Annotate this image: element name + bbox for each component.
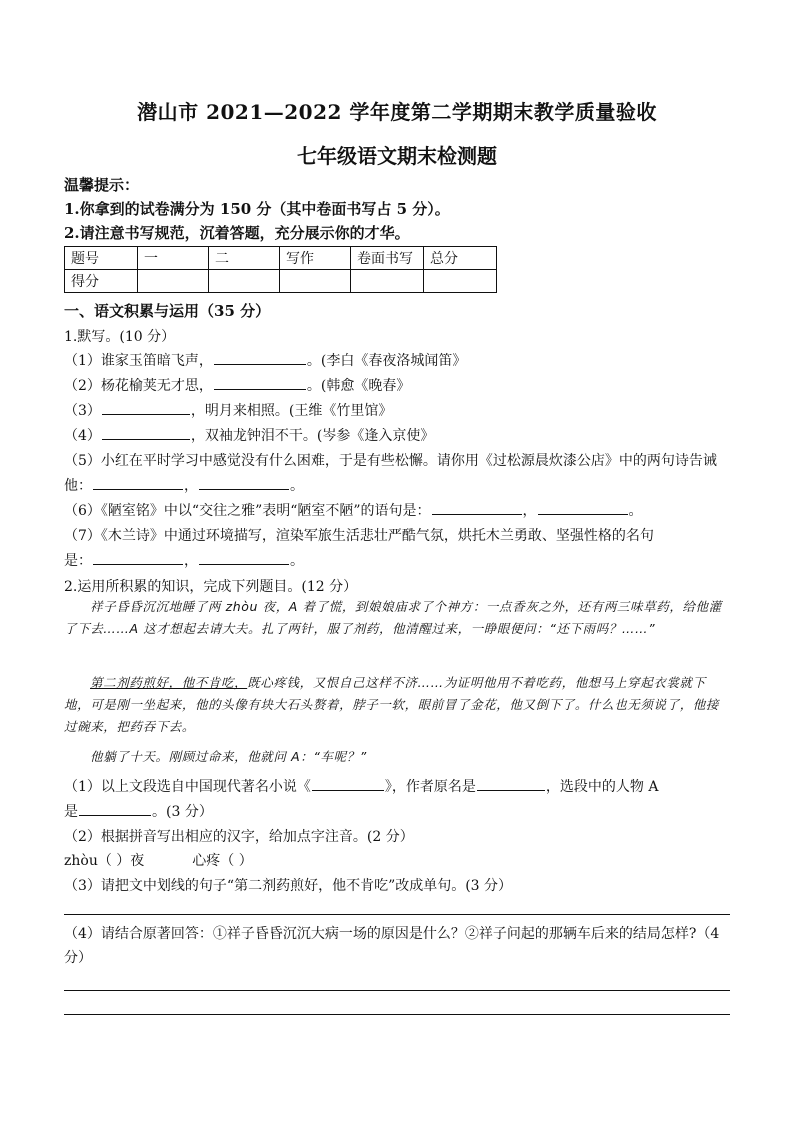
answer-blank[interactable] bbox=[93, 475, 183, 490]
score-table-score-row bbox=[65, 270, 497, 293]
q1-item-6-text: （6）《陋室铭》中以“交往之雅”表明“陋室不陋”的语句是： bbox=[64, 503, 431, 519]
answer-line[interactable] bbox=[64, 914, 730, 915]
q1-item-2-source: 。(韩愈《晚春》 bbox=[306, 378, 411, 394]
notice-item-2: 2.请注意书写规范，沉着答题，充分展示你的才华。 bbox=[64, 224, 410, 242]
answer-blank[interactable] bbox=[102, 425, 190, 440]
q1-item-2 bbox=[64, 375, 410, 395]
q2-sub-1-text-d: 是 bbox=[64, 804, 78, 820]
q1-item-7: （7）《木兰诗》中通过环境描写，渲染军旅生活悲壮严酷气氛，烘托木兰勇敢、坚强性格的名句 bbox=[64, 528, 654, 544]
score-cell[interactable] bbox=[209, 270, 280, 293]
answer-blank[interactable] bbox=[538, 500, 628, 515]
answer-blank[interactable] bbox=[93, 550, 183, 565]
q2-title: 2.运用所积累的知识，完成下列题目。(12 分） bbox=[64, 579, 358, 595]
period: 。 bbox=[290, 553, 304, 569]
q2-sub-1-text-b: 》，作者原名是 bbox=[384, 779, 476, 795]
score-row-label: 得分 bbox=[65, 270, 138, 293]
q2-sub-1-cont bbox=[64, 801, 213, 821]
answer-blank[interactable] bbox=[432, 500, 522, 515]
answer-blank[interactable] bbox=[79, 801, 151, 816]
q1-item-3-text: ，明月来相照。(王维《竹里馆》 bbox=[190, 403, 393, 419]
q1-item-1-text: （1）谁家玉笛暗飞声， bbox=[64, 353, 213, 369]
q2-sub-2-pinyin bbox=[64, 850, 253, 870]
notice-item-1: 1.你拿到的试卷满分为 150 分（其中卷面书写占 5 分）。 bbox=[64, 200, 450, 218]
period: 。 bbox=[628, 503, 643, 519]
q2-sub-1-text-a: （1）以上文段选自中国现代著名小说《 bbox=[64, 779, 311, 795]
score-header-cell: 一 bbox=[138, 247, 209, 270]
q2-sub-2: （2）根据拼音写出相应的汉字，给加点字注音。(2 分） bbox=[64, 829, 414, 845]
score-header-cell: 二 bbox=[209, 247, 280, 270]
answer-blank[interactable] bbox=[477, 776, 545, 791]
q2-sub-1-text-c: ，选段中的人物 A bbox=[545, 779, 659, 795]
q2-sub-1 bbox=[64, 776, 658, 796]
section-1-heading: 一、语文积累与运用（35 分） bbox=[64, 302, 271, 320]
q1-item-2-text: （2）杨花榆荚无才思， bbox=[64, 378, 213, 394]
q1-item-7-lead: 是： bbox=[64, 553, 92, 569]
score-cell[interactable] bbox=[138, 270, 209, 293]
q1-item-5: （5）小红在平时学习中感觉没有什么困难，于是有些松懈。请你用《过松源晨炊漆公店》中的两句诗告诫 bbox=[64, 453, 717, 469]
answer-blank[interactable] bbox=[214, 350, 306, 365]
passage-paragraph-1: 祥子昏昏沉沉地睡了两 zhòu 夜，A 着了慌，到娘娘庙求了个神方：一点香灰之外，还有两三味草药，给他灌了下去……A 这才想起去请大夫。扎了两针，服了剂药，他清醒过来，一睁眼便问：“还下雨吗？……” bbox=[64, 599, 722, 636]
comma: ， bbox=[184, 478, 198, 494]
q1-item-3-label: （3） bbox=[64, 403, 101, 419]
score-header-cell: 写作 bbox=[280, 247, 351, 270]
score-header-cell: 总分 bbox=[424, 247, 497, 270]
q1-item-4-text: ，双袖龙钟泪不干。(岑参《逢入京使》 bbox=[190, 428, 435, 444]
passage-paragraph-2 bbox=[64, 672, 730, 738]
answer-blank[interactable] bbox=[199, 550, 289, 565]
passage-paragraph-3: 他躺了十天。刚顾过命来，他就问 A：“车呢？” bbox=[90, 749, 367, 764]
q1-title: 1.默写。(10 分） bbox=[64, 329, 176, 345]
q2-sub-3: （3）请把文中划线的句子“第二剂药煎好，他不肯吃”改成单句。(3 分） bbox=[64, 878, 513, 894]
notice-heading: 温馨提示： bbox=[64, 176, 140, 194]
q1-item-4 bbox=[64, 425, 434, 445]
score-cell[interactable] bbox=[351, 270, 424, 293]
comma: ， bbox=[522, 503, 537, 519]
q1-item-1 bbox=[64, 350, 466, 370]
q2-sub-1-text-e: 。(3 分） bbox=[152, 804, 213, 820]
q1-item-5-lead: 他： bbox=[64, 478, 92, 494]
answer-line[interactable] bbox=[64, 1014, 730, 1015]
q1-item-5-answer bbox=[64, 475, 304, 495]
q1-item-6 bbox=[64, 500, 643, 520]
pinyin-item-2[interactable]: 心疼（ ） bbox=[192, 853, 253, 869]
pinyin-item-1[interactable]: zhòu（ ）夜 bbox=[64, 853, 145, 869]
q1-item-7-answer bbox=[64, 550, 304, 570]
exam-title: 潜山市 2021—2022 学年度第二学期期末教学质量验收 bbox=[137, 100, 657, 124]
answer-blank[interactable] bbox=[102, 400, 190, 415]
answer-line[interactable] bbox=[64, 990, 730, 991]
answer-blank[interactable] bbox=[199, 475, 289, 490]
score-cell[interactable] bbox=[424, 270, 497, 293]
answer-blank[interactable] bbox=[214, 375, 306, 390]
passage-paragraph-2-rest: 既心疼钱，又恨自己这样不济……为证明他用不着吃药，他想马上穿起衣裳就下地，可是刚一坐起来，他的头像有块大石头赘着，脖子一软，眼前冒了金花，他又倒下了。什么也无须说了，他接过碗来，把药吞下去。 bbox=[64, 675, 720, 734]
score-cell[interactable] bbox=[280, 270, 351, 293]
score-table bbox=[64, 246, 497, 293]
answer-blank[interactable] bbox=[312, 776, 384, 791]
score-header-cell: 题号 bbox=[65, 247, 138, 270]
exam-subtitle: 七年级语文期末检测题 bbox=[297, 144, 497, 168]
score-table-header-row bbox=[65, 247, 497, 270]
score-header-cell: 卷面书写 bbox=[351, 247, 424, 270]
comma: ， bbox=[184, 553, 198, 569]
q1-item-1-source: 。(李白《春夜洛城闻笛》 bbox=[306, 353, 467, 369]
q1-item-3 bbox=[64, 400, 392, 420]
underlined-sentence: 第二剂药煎好，他不肯吃， bbox=[90, 675, 248, 690]
q2-sub-4: （4）请结合原著回答：①祥子昏昏沉沉大病一场的原因是什么？②祥子问起的那辆车后来的结局怎样?（4 分） bbox=[64, 926, 720, 966]
period: 。 bbox=[290, 478, 304, 494]
q1-item-4-label: （4） bbox=[64, 428, 101, 444]
